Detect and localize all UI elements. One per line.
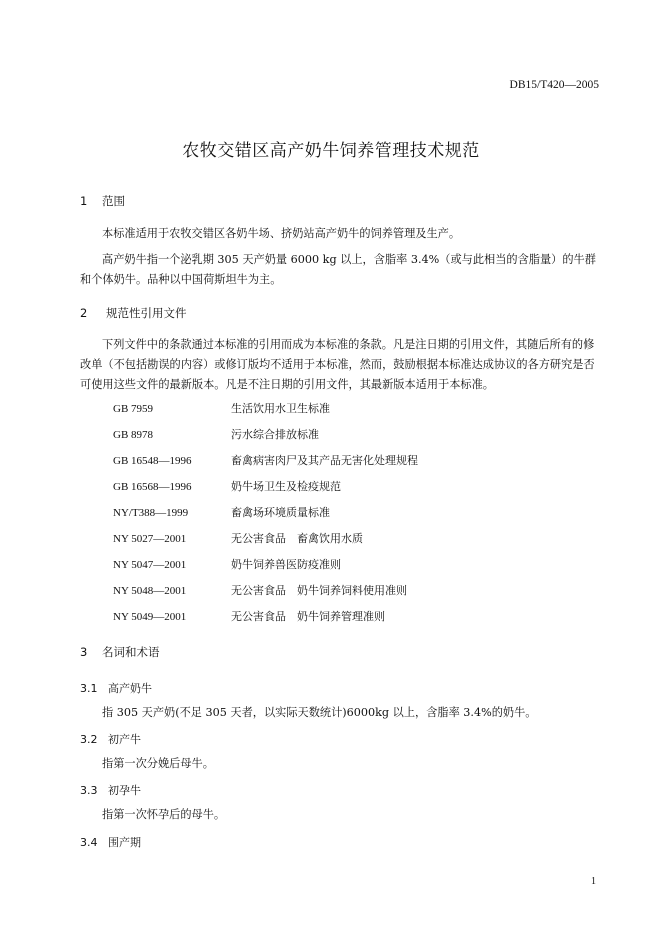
reference-name: 无公害食品 畜禽饮用水质 (231, 532, 363, 545)
reference-row (113, 504, 330, 520)
standard-code: DB15/T420—2005 (509, 79, 599, 91)
term-title: 高产奶牛 (108, 682, 152, 695)
section-3-heading (80, 644, 160, 660)
section-2-heading (80, 305, 187, 321)
reference-name: 畜禽病害肉尸及其产品无害化处理规程 (231, 454, 418, 467)
reference-code: GB 7959 (113, 403, 154, 415)
reference-code: NY/T388—1999 (113, 507, 189, 519)
reference-code: GB 16568—1996 (113, 481, 192, 493)
reference-row (113, 426, 319, 442)
reference-row (113, 400, 330, 416)
reference-code: GB 8978 (113, 429, 154, 441)
term-definition: 指第一次怀孕后的母牛。 (102, 808, 226, 821)
section-title: 名词和术语 (102, 645, 160, 659)
reference-code: NY 5027—2001 (113, 533, 187, 545)
section-number: 2 (80, 306, 88, 320)
term-number: 3.2 (80, 733, 98, 746)
reference-code: NY 5047—2001 (113, 559, 187, 571)
document-title: 农牧交错区高产奶牛饲养管理技术规范 (182, 141, 480, 161)
reference-name: 污水综合排放标准 (231, 428, 319, 441)
reference-code: NY 5048—2001 (113, 585, 187, 597)
reference-name: 奶牛饲养兽医防疫准则 (231, 558, 341, 571)
section-2-paragraph-1: 下列文件中的条款通过本标准的引用而成为本标准的条款。凡是注日期的引用文件，其随后所有的修改单（不包括勘误的内容）或修订版均不适用于本标准，然而，鼓励根据本标准达成协议的各方研究是否可使用这些文件的最新版本。凡是不注日期的引用文件，其最新版本适用于本标准。 (80, 338, 595, 391)
term-heading (80, 782, 141, 798)
reference-name: 奶牛场卫生及检疫规范 (231, 480, 341, 493)
term-number: 3.4 (80, 836, 98, 849)
reference-name: 畜禽场环境质量标准 (231, 506, 330, 519)
term-title: 初产牛 (108, 733, 141, 746)
term-heading (80, 834, 141, 850)
term-title: 初孕牛 (108, 784, 141, 797)
reference-code: NY 5049—2001 (113, 611, 187, 623)
section-number: 3 (80, 645, 88, 659)
term-number: 3.3 (80, 784, 98, 797)
term-definition: 指 305 天产奶(不足 305 天者，以实际天数统计)6000kg 以上，含脂率 3.4%的奶牛。 (102, 706, 537, 719)
term-definition: 指第一次分娩后母牛。 (102, 757, 214, 770)
reference-code: GB 16548—1996 (113, 455, 192, 467)
term-heading (80, 731, 141, 747)
reference-row (113, 556, 341, 572)
reference-row (113, 478, 341, 494)
section-number: 1 (80, 194, 88, 208)
section-1-heading (80, 193, 125, 209)
reference-row (113, 582, 407, 598)
section-title: 范围 (102, 194, 125, 208)
reference-row (113, 452, 418, 468)
section-title: 规范性引用文件 (106, 306, 187, 320)
reference-name: 无公害食品 奶牛饲养管理准则 (231, 610, 385, 623)
reference-name: 无公害食品 奶牛饲养饲料使用准则 (231, 584, 407, 597)
term-title: 围产期 (108, 836, 141, 849)
reference-row (113, 530, 363, 546)
section-1-paragraph-2: 高产奶牛指一个泌乳期 305 天产奶量 6000 kg 以上，含脂率 3.4%（或与此相当的含脂量）的牛群和个体奶牛。品种以中国荷斯坦牛为主。 (80, 253, 596, 286)
reference-row (113, 608, 385, 624)
reference-name: 生活饮用水卫生标准 (231, 402, 330, 415)
section-1-paragraph-1: 本标准适用于农牧交错区各奶牛场、挤奶站高产奶牛的饲养管理及生产。 (102, 227, 461, 240)
term-heading (80, 680, 152, 696)
page-number: 1 (591, 876, 596, 887)
term-number: 3.1 (80, 682, 98, 695)
